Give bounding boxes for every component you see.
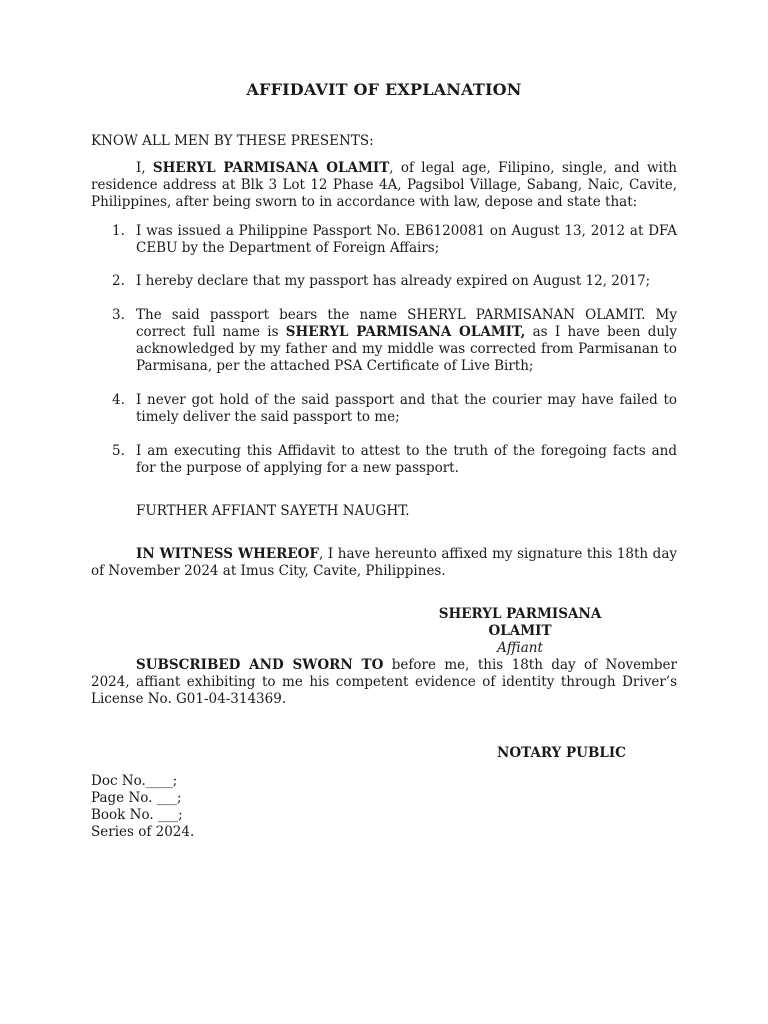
list-item-text: I am executing this Affidavit to attest to the truth of the foregoing facts and for the purpose of applying for a new passport.	[136, 443, 677, 476]
document-title: AFFIDAVIT OF EXPLANATION	[246, 80, 522, 99]
notary-public-label: NOTARY PUBLIC	[497, 745, 626, 761]
list-item-number: 3.	[112, 307, 125, 323]
jurat-text: before me, this 18th day of November 2024, affiant exhibiting to me his competent evidence of identity through Driver’s License No. G01-04-314369.	[91, 657, 677, 707]
list-item	[91, 273, 677, 290]
intro-rest: , of legal age, Filipino, single, and with residence address at Blk 3 Lot 12 Phase 4A, Pagsibol Village, Sabang, Naic, Cavite, Philippines, after being sworn to in accordance with law, depose and state that:	[91, 160, 677, 210]
intro-paragraph	[91, 160, 677, 211]
list-item	[91, 223, 677, 257]
preamble: KNOW ALL MEN BY THESE PRESENTS:	[91, 133, 374, 149]
list-item-text-after: as I have been duly acknowledged by my father and my middle was corrected from Parmisanan to Parmisana, per the attached PSA Certificate of Live Birth;	[136, 324, 677, 374]
list-item-text: I was issued a Philippine Passport No. EB6120081 on August 13, 2012 at DFA CEBU by the Department of Foreign Affairs;	[136, 223, 677, 256]
series-year: Series of 2024.	[91, 824, 195, 840]
list-item-number: 1.	[112, 223, 125, 239]
list-item	[91, 392, 677, 426]
list-item-text: The said passport bears the name SHERYL PARMISANAN OLAMIT. My correct full name is	[136, 307, 677, 340]
book-number: Book No. ___;	[91, 807, 183, 823]
jurat-paragraph	[91, 657, 677, 708]
list-item-number: 5.	[112, 443, 125, 459]
witness-paragraph	[91, 546, 677, 580]
page-number: Page No. ___;	[91, 790, 182, 806]
affiant-name-correct: SHERYL PARMISANA OLAMIT,	[285, 324, 526, 340]
witness-heading: IN WITNESS WHEREOF	[136, 546, 320, 562]
witness-text: , I have hereunto affixed my signature this 18th day of November 2024 at Imus City, Cavite, Philippines.	[91, 546, 677, 579]
signature-block	[406, 606, 634, 657]
list-item	[91, 307, 677, 375]
signature-role: Affiant	[497, 640, 543, 656]
intro-prefix: I,	[136, 160, 153, 176]
list-item-text: I never got hold of the said passport and that the courier may have failed to timely deliver the said passport to me;	[136, 392, 677, 425]
list-item-number: 4.	[112, 392, 125, 408]
list-item-number: 2.	[112, 273, 125, 289]
doc-number: Doc No.____;	[91, 773, 178, 789]
docket-block	[91, 773, 194, 841]
jurat-heading: SUBSCRIBED AND SWORN TO	[136, 657, 384, 673]
list-item	[91, 443, 677, 477]
further-affiant-statement: FURTHER AFFIANT SAYETH NAUGHT.	[136, 503, 410, 519]
affiant-name-intro: SHERYL PARMISANA OLAMIT	[152, 160, 390, 176]
signature-name: SHERYL PARMISANA OLAMIT	[438, 606, 602, 639]
list-item-text: I hereby declare that my passport has already expired on August 12, 2017;	[136, 273, 651, 289]
